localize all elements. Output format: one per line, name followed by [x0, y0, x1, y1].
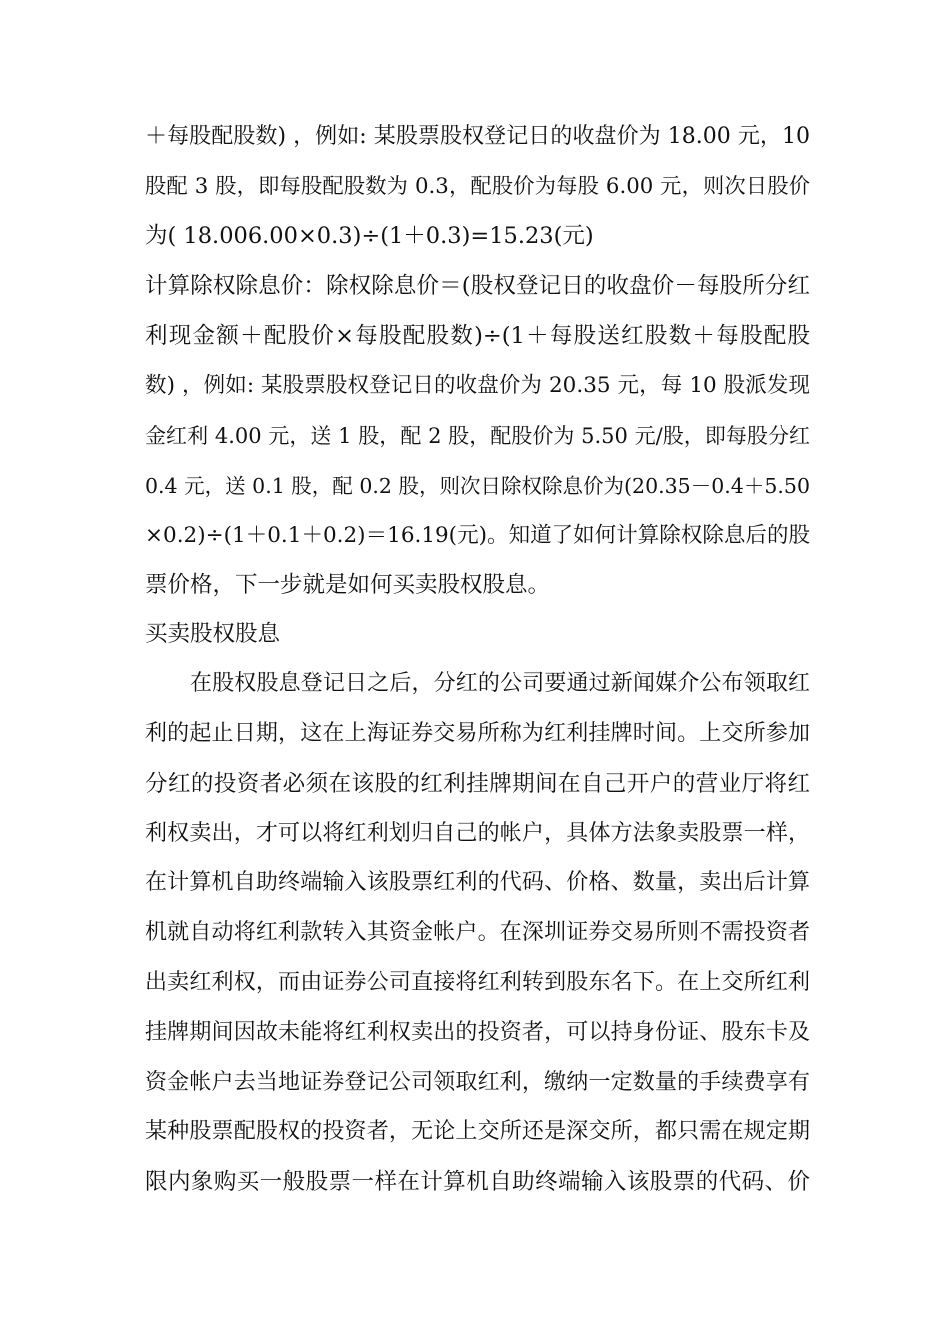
text-line: 限内象购买一般股票一样在计算机自助终端输入该股票的代码、价 [145, 1169, 810, 1195]
text-line: 为( 18.006.00×0.3)÷(1＋0.3)=15.23(元) [145, 223, 594, 249]
text-line: 金红利 4.00 元，送 1 股，配 2 股，配股价为 5.50 元/股，即每股分红 [145, 424, 810, 448]
text-line: 机就自动将红利款转入其资金帐户。在深圳证券交易所则不需投资者 [145, 920, 810, 945]
text-line: 票价格，下一步就是如何买卖股权股息。 [145, 572, 551, 598]
text-line: 利现金额＋配股价×每股配股数)÷(1＋每股送红股数＋每股配股 [145, 323, 810, 349]
text-line: 分红的投资者必须在该股的红利挂牌期间在自己开户的营业厅将红 [145, 771, 810, 797]
text-line: 计算除权除息价：除权除息价＝(股权登记日的收盘价－每股所分红 [145, 273, 810, 299]
text-line: 股配 3 股，即每股配股数为 0.3，配股价为每股 6.00 元，则次日股价 [145, 174, 810, 199]
text-line: 利的起止日期，这在上海证券交易所称为红利挂牌时间。上交所参加 [145, 721, 810, 746]
text-line: 在股权股息登记日之后，分红的公司要通过新闻媒介公布领取红 [190, 671, 810, 696]
text-line: ×0.2)÷(1＋0.1＋0.2)＝16.19(元)。知道了如何计算除权除息后的股 [145, 523, 810, 548]
text-line: 利权卖出，才可以将红利划归自己的帐户，具体方法象卖股票一样， [145, 821, 810, 846]
text-line: 某种股票配股权的投资者，无论上交所还是深交所，都只需在规定期 [145, 1119, 810, 1144]
text-line: 挂牌期间因故未能将红利权卖出的投资者，可以持身份证、股东卡及 [145, 1020, 810, 1045]
text-line: 资金帐户去当地证券登记公司领取红利，缴纳一定数量的手续费享有 [145, 1070, 810, 1095]
text-line: ＋每股配股数) ，例如: 某股票股权登记日的收盘价为 18.00 元，10 [145, 124, 810, 149]
text-line: 数) ，例如: 某股票股权登记日的收盘价为 20.35 元，每 10 股派发现 [145, 373, 810, 398]
text-line: 出卖红利权，而由证券公司直接将红利转到股东名下。在上交所红利 [145, 970, 810, 995]
text-line: 在计算机自助终端输入该股票红利的代码、价格、数量，卖出后计算 [145, 870, 810, 895]
text-line: 0.4 元，送 0.1 股，配 0.2 股，则次日除权除息价为(20.35－0.4＋5.50 [145, 474, 810, 498]
section-heading: 买卖股权股息 [145, 621, 281, 647]
